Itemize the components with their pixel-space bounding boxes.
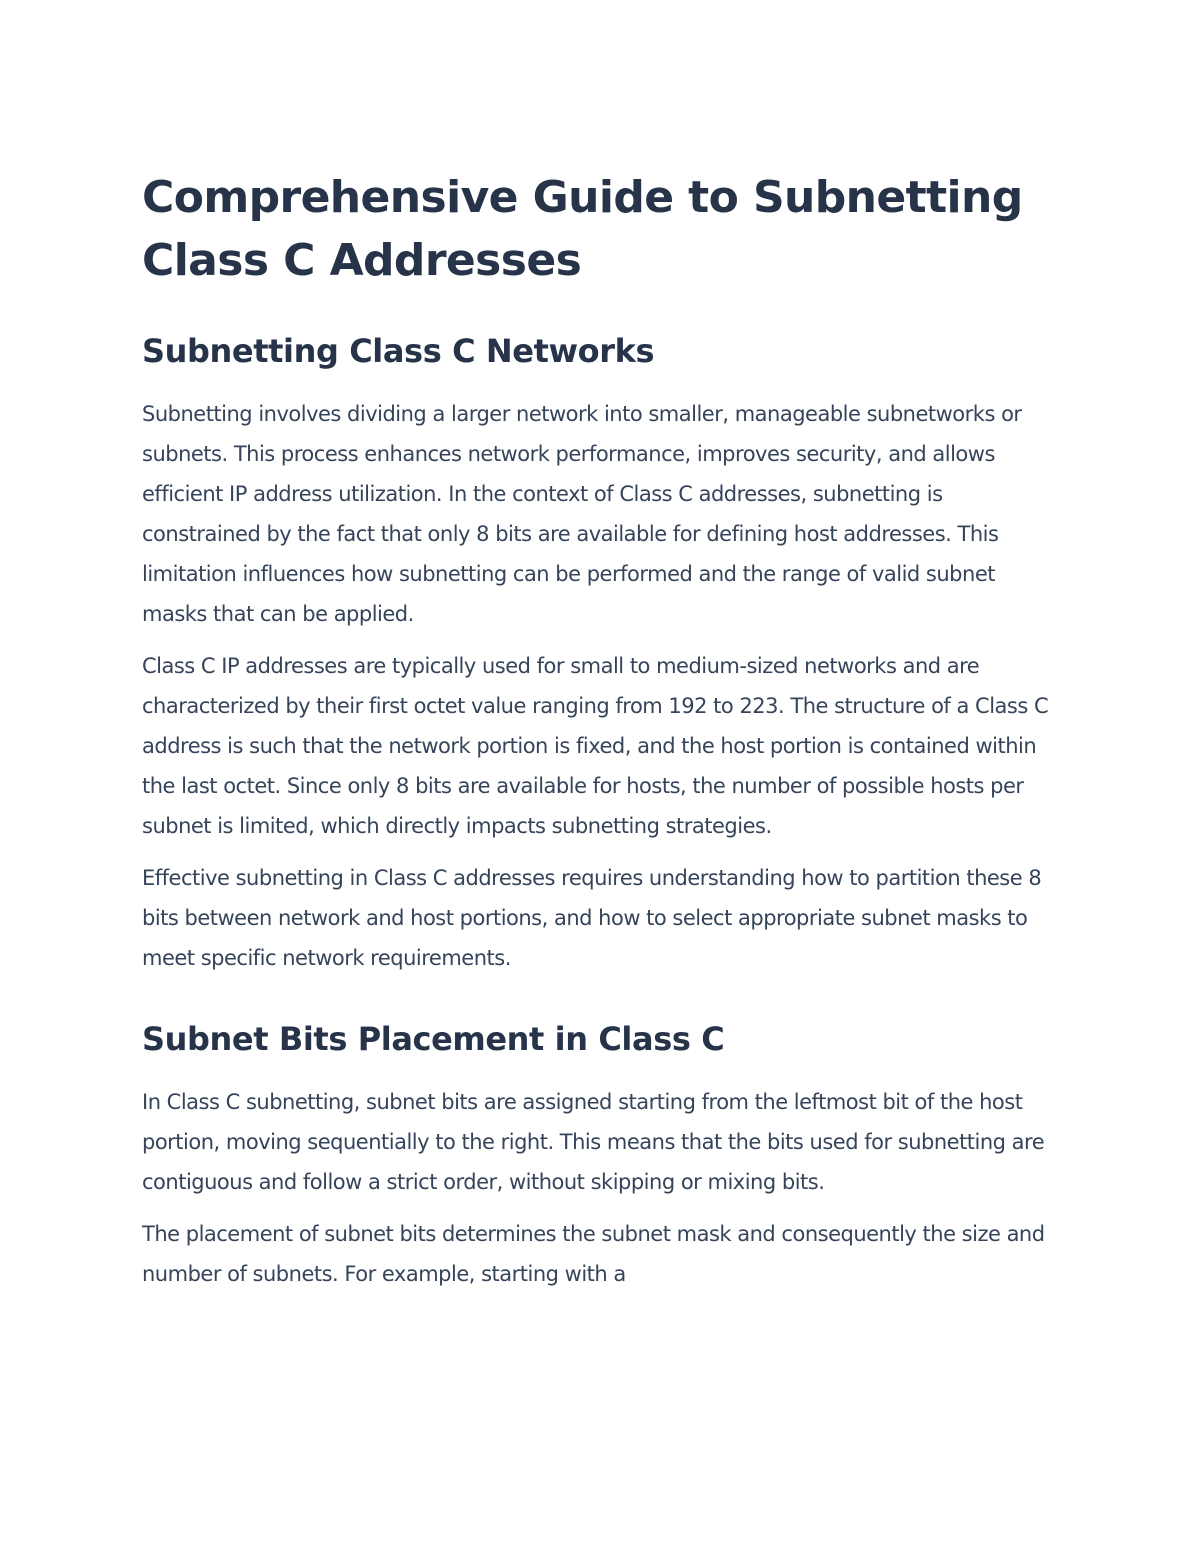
document-page: [142, 166, 1062, 1306]
section-subnet-bits-placement: [142, 1016, 1062, 1294]
paragraph: In Class C subnetting, subnet bits are assigned starting from the leftmost bit of the host portion, moving sequentially to the right. This means that the bits used for subnetting are contiguous and follow a strict order, without skipping or mixing bits.: [142, 1090, 1045, 1194]
paragraph: The placement of subnet bits determines the subnet mask and consequently the size and number of subnets. For example, starting with a: [142, 1222, 1045, 1286]
document-title: Comprehensive Guide to Subnetting Class C Addresses: [142, 172, 1023, 286]
section-heading: Subnetting Class C Networks: [142, 332, 655, 370]
paragraph: Subnetting involves dividing a larger network into smaller, manageable subnetworks or subnets. This process enhances network performance, improves security, and allows efficient IP address utilization. In the context of Class C addresses, subnetting is constrained by the fact that only 8 bits are available for defining host addresses. This limitation influences how subnetting can be performed and the range of valid subnet masks that can be applied.: [142, 402, 1022, 626]
section-heading: Subnet Bits Placement in Class C: [142, 1020, 725, 1058]
paragraph: Class C IP addresses are typically used for small to medium-sized networks and are characterized by their first octet value ranging from 192 to 223. The structure of a Class C address is such that the network portion is fixed, and the host portion is contained within the last octet. Since only 8 bits are available for hosts, the number of possible hosts per subnet is limited, which directly impacts subnetting strategies.: [142, 654, 1049, 838]
section-subnetting-class-c-networks: [142, 328, 1062, 978]
paragraph: Effective subnetting in Class C addresses requires understanding how to partition these 8 bits between network and host portions, and how to select appropriate subnet masks to meet specific network requirements.: [142, 866, 1042, 970]
